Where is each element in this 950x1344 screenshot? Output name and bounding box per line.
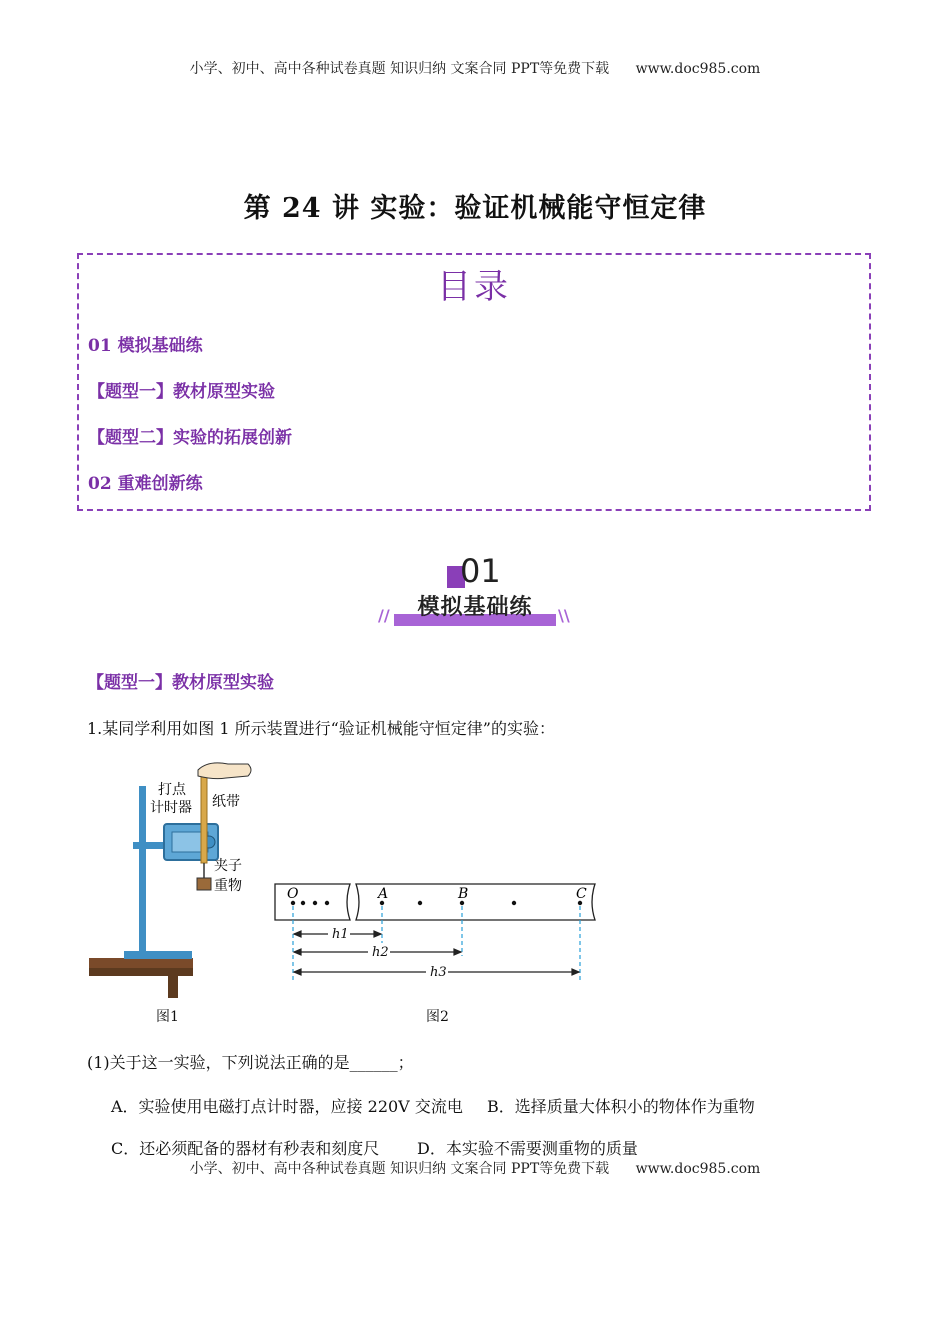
- toc-heading: 目录: [437, 267, 511, 307]
- header-site[interactable]: www.doc985.com: [635, 61, 761, 77]
- slash-left: //: [378, 606, 390, 625]
- toc-item-advanced[interactable]: 02 重难创新练: [88, 474, 203, 494]
- footer-site[interactable]: www.doc985.com: [635, 1161, 761, 1177]
- section-title: 模拟基础练: [417, 595, 533, 620]
- stand-pole: [139, 786, 146, 952]
- sub-question: (1)关于这一实验，下列说法正确的是______；: [87, 1053, 414, 1072]
- figure2-caption: 图2: [426, 1009, 449, 1025]
- label-weight: 重物: [214, 878, 242, 894]
- footer-text: 小学、初中、高中各种试卷真题 知识归纳 文案合同 PPT等免费下载: [189, 1161, 610, 1177]
- point-C: C: [576, 886, 587, 902]
- toc-box: [77, 253, 871, 511]
- weight-block: [197, 878, 211, 890]
- label-timer-2: 计时器: [150, 800, 192, 816]
- type-heading: 【题型一】教材原型实验: [87, 673, 274, 693]
- point-A: A: [378, 886, 389, 902]
- table-leg: [168, 976, 178, 998]
- stand-base: [124, 951, 192, 959]
- toc-item-type2[interactable]: 【题型二】实验的拓展创新: [88, 428, 292, 448]
- table-top: [89, 958, 193, 968]
- option-b: B．选择质量大体积小的物体作为重物: [487, 1097, 755, 1116]
- page-title: 第 24 讲 实验：验证机械能守恒定律: [243, 193, 707, 224]
- label-clip: 夹子: [214, 858, 242, 874]
- section-number: 01: [460, 552, 501, 590]
- section-banner: [370, 552, 580, 632]
- point-O: O: [287, 886, 299, 902]
- label-timer-1: 打点: [158, 782, 186, 798]
- figure2-tape: [270, 876, 610, 986]
- page-footer: [0, 1158, 950, 1178]
- toc-item-type1[interactable]: 【题型一】教材原型实验: [88, 382, 275, 402]
- option-d: D．本实验不需要测重物的质量: [417, 1139, 638, 1158]
- label-h1: h1: [332, 927, 349, 942]
- figure1-caption: 图1: [156, 1009, 179, 1025]
- table-edge: [89, 968, 193, 976]
- tape-segment-right: [356, 884, 595, 920]
- label-tape: 纸带: [212, 794, 240, 810]
- paper-tape: [201, 773, 207, 863]
- toc-item-basic[interactable]: 01 模拟基础练: [88, 336, 203, 356]
- hand-icon: [198, 763, 251, 779]
- slash-right: \\: [558, 606, 570, 625]
- header-text: 小学、初中、高中各种试卷真题 知识归纳 文案合同 PPT等免费下载: [189, 61, 610, 77]
- label-h3: h3: [430, 965, 447, 980]
- option-a: A．实验使用电磁打点计时器，应接 220V 交流电: [111, 1097, 463, 1116]
- figure1-apparatus: [86, 758, 256, 1003]
- page-header: [0, 58, 950, 78]
- option-c: C．还必须配备的器材有秒表和刻度尺: [111, 1139, 380, 1158]
- point-B: B: [458, 886, 469, 902]
- question-text: 1.某同学利用如图 1 所示装置进行“验证机械能守恒定律”的实验：: [87, 719, 555, 738]
- label-h2: h2: [372, 945, 389, 960]
